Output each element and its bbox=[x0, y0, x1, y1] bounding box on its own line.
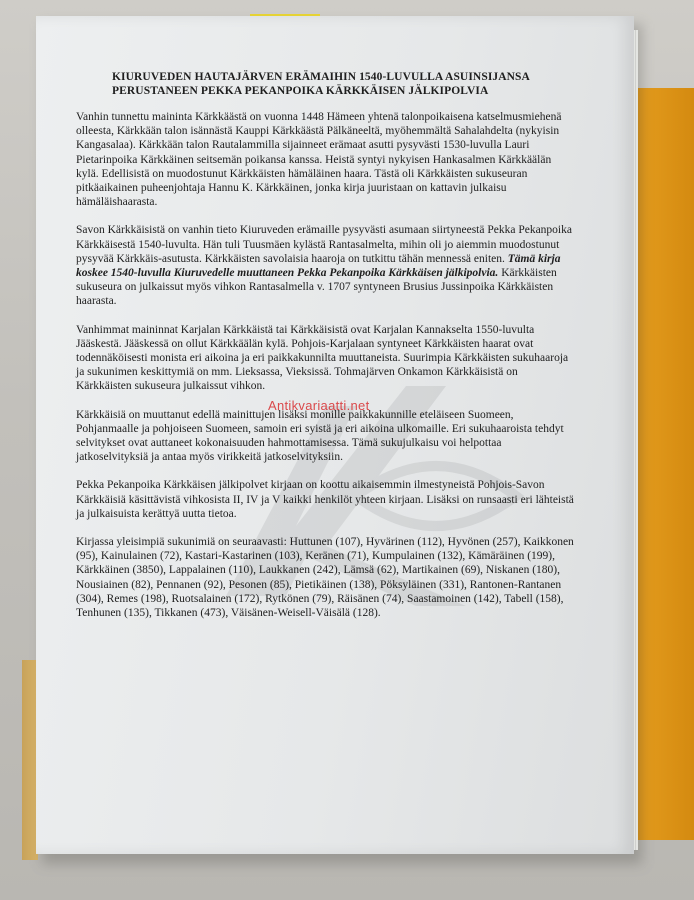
paragraph-savo bbox=[76, 223, 576, 308]
paragraph-surnames: Kirjassa yleisimpiä sukunimiä on seuraavasti: Huttunen (107), Hyvärinen (112), Hyvönen (257), Kaikkonen (95), Kainulainen (72), Kastari-Kastarinen (103), Keränen (71), Kumpulainen (132), Kämäräinen (199), Kärkkäinen (3850), Lappalainen (110), Laukkanen (242), Lämsä (62), Martikainen (69), Niskanen (180), Nousiainen (82), Pennanen (92), Pesonen (85), Pietikäinen (138), Pöksyläinen (331), Rantonen-Rantanen (304), Remes (198), Ruotsalainen (172), Rytkönen (79), Räisänen (74), Saastamoinen (142), Tabell (158), Tenhunen (135), Tikkanen (473), Väisänen-Weisell-Väisälä (128). bbox=[76, 536, 574, 620]
back-cover-text bbox=[76, 70, 576, 634]
paragraph-oldest-mention: Vanhin tunnettu maininta Kärkkäästä on vuonna 1448 Hämeen yhtenä talonpoikaisena katselmusmiehenä olleesta, Kärkkään talon isännästä Kauppi Kärkkäästä Pälkäneeltä, myöhemmältä Sahalahdelta (nykyisin Kangasalaa). Kärkkään talon Rautalammilla sijainneet erämaat asutti pysyvästi 1530-luvulla Lauri Pietarinpoika Kärkkäinen seitsemän poikansa kanssa. Heistä syntyi nykyisen Hankasalmen Kärkkäälän kylä. Edellisistä on muodostunut Kärkkäisten hämäläinen haara. Tästä oli Kärkkäisten sukuseuran pitkäaikainen puheenjohtaja Hannu K. Kärkkäinen, jonka kirja juuristaan on kattavin julkaisu hämäläishaarasta. bbox=[76, 111, 562, 209]
savo-text-emphasis: Tämä kirja koskee 1540-luvulla Kiuruvedelle muuttaneen Pekka Pekanpoika Kärkkäisen jälkipolvia. bbox=[76, 252, 561, 280]
savo-text-before: Savon Kärkkäisistä on vanhin tieto Kiuruveden erämaille pysyvästi asumaan siirtyneestä Pekka Pekanpoika Kärkkäisestä 1540-luvulta. Hän tuli Tuusmäen kylästä Rantasalmelta, mihin oli jo aiemmin muodostunut pysyvää Kärkkäis-asutusta. Kärkkäisten savolaisia haaroja on tutkittu tähän mennessä eniten. bbox=[76, 224, 572, 265]
savo-text-after: Kärkkäisten sukuseura on julkaissut myös vihkon Rantasalmella v. 1707 syntyneen Brusius Jussinpoika Kärkkäisten haarasta. bbox=[76, 267, 557, 308]
paragraph-compilation: Pekka Pekanpoika Kärkkäisen jälkipolvet kirjaan on koottu aikaisemmin ilmestyneistä Pohjois-Savon Kärkkäisiä käsittävistä vihkosista II, IV ja V kaikki henkilöt yhteen kirjaan. Lisäksi on runsaasti eri lähteistä ja julkaisuista kerättyä uutta tietoa. bbox=[76, 479, 574, 520]
paragraph-karelia: Vanhimmat maininnat Karjalan Kärkkäistä tai Kärkkäisistä ovat Karjalan Kannakselta 1550-luvulta Jääskestä. Jääskessä on ollut Kärkkäälän kylä. Pohjois-Karjalaan syntyneet Kärkkäisten haarat ovat todennäköisesti monista eri aikoina ja eri paikkakunnilta muuttaneista. Suurimpia Kärkkäisten sukuhaaroja ja sukunimen keskittymiä on mm. Lieksassa, Vieksissä. Tohmajärven Onkamon Kärkkäisistä on Kärkkäisten sukuseura julkaissut vihkon. bbox=[76, 323, 569, 393]
site-watermark: Antikvariaatti.net bbox=[268, 398, 370, 413]
paragraph-migration: Kärkkäisiä on muuttanut edellä mainittujen lisäksi monille paikkakunnille eteläiseen Suomeen, Pohjanmaalle ja pohjoiseen Suomeen, samoin eri syistä ja eri aikoina ulkomaille. Eri sukuhaaroista tehdyt selvitykset ovat auttaneet kokonaisuuden hahmottamisessa. Tämä sukujulkaisu voi helpottaa jatkoselvityksiä ja antaa myös virikkeitä jatkoselvityksiin. bbox=[76, 408, 564, 464]
book-title: KIURUVEDEN HAUTAJÄRVEN ERÄMAIHIN 1540-LUVULLA ASUINSIJANSA PERUSTANEEN PEKKA PEKANPOIKA KÄRKKÄISEN JÄLKIPOLVIA bbox=[112, 71, 530, 97]
